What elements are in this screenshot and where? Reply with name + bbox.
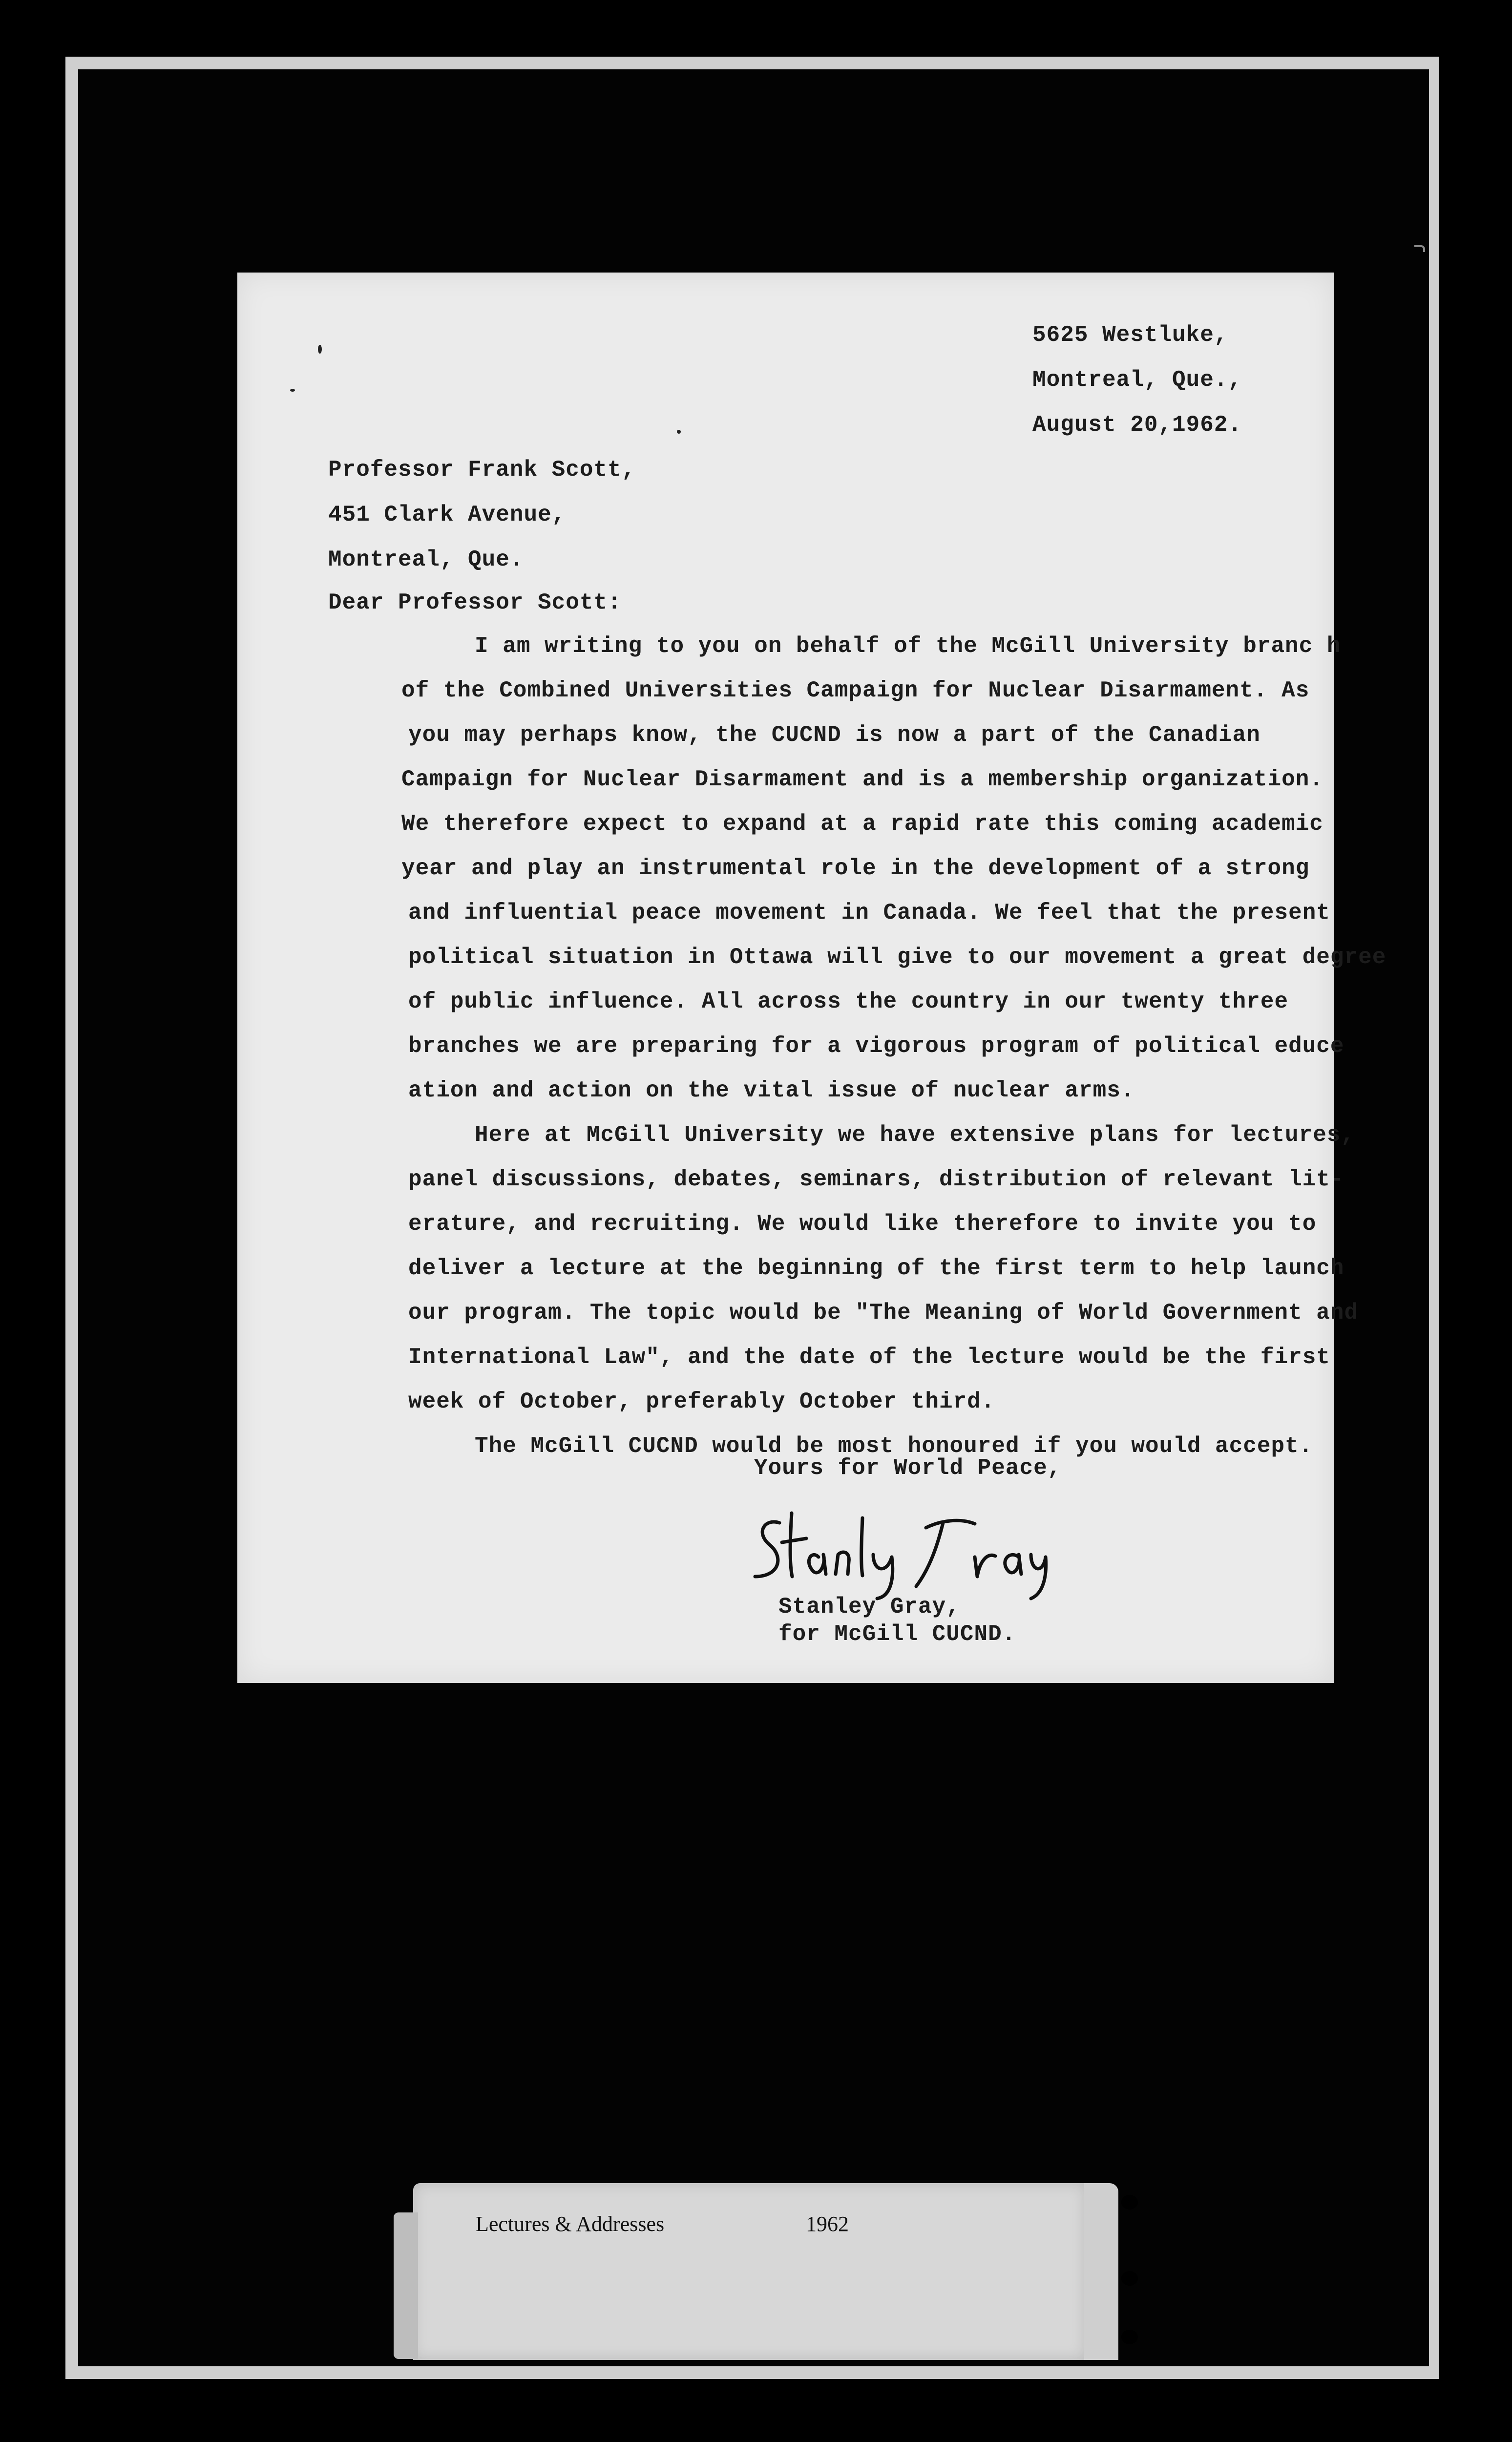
body-line: I am writing to you on behalf of the McGill University branc h — [475, 633, 1341, 659]
body-line: week of October, preferably October third. — [408, 1389, 995, 1414]
body-line: International Law", and the date of the lecture would be the first — [408, 1345, 1330, 1370]
frame-edge-mark — [1414, 245, 1425, 252]
label-punch-hole — [1121, 2330, 1138, 2344]
sender-address-line: Montreal, Que., — [1032, 367, 1242, 393]
label-punch-hole — [1121, 2195, 1138, 2210]
body-line: The McGill CUCND would be most honoured if you would accept. — [475, 1433, 1313, 1459]
sender-address — [1032, 313, 1242, 447]
label-tab — [1084, 2183, 1118, 2360]
archive-year: 1962 — [806, 2212, 849, 2236]
body-line: political situation in Ottawa will give to our movement a great degree — [408, 945, 1386, 970]
body-line: you may perhaps know, the CUCND is now a part of the Canadian — [408, 722, 1260, 748]
body-line: our program. The topic would be "The Meaning of World Government and — [408, 1300, 1359, 1326]
body-line: Campaign for Nuclear Disarmament and is a membership organization. — [401, 767, 1323, 792]
signer-name: Stanley Gray, — [778, 1594, 960, 1620]
body-paragraph — [328, 1113, 1359, 1424]
letter-body — [328, 624, 1386, 1469]
recipient-address — [328, 447, 635, 582]
body-line: ation and action on the vital issue of nuclear arms. — [408, 1078, 1135, 1103]
label-punch-hole — [1121, 2271, 1138, 2286]
body-line: Here at McGill University we have extensive plans for lectures, — [475, 1122, 1355, 1148]
signer-block — [778, 1593, 1016, 1648]
recipient-address-line: 451 Clark Avenue, — [328, 502, 566, 527]
body-line: of public influence. All across the country in our twenty three — [408, 989, 1289, 1014]
archive-category: Lectures & Addresses — [476, 2212, 665, 2236]
body-line: year and play an instrumental role in the development of a strong — [401, 856, 1310, 881]
recipient-address-line: Montreal, Que. — [328, 547, 524, 572]
sender-address-line: 5625 Westluke, — [1032, 322, 1228, 348]
body-line: deliver a lecture at the beginning of the first term to help launch — [408, 1256, 1344, 1281]
closing: Yours for World Peace, — [754, 1455, 1062, 1481]
ink-speck — [318, 345, 322, 354]
body-line: branches we are preparing for a vigorous program of political educe — [408, 1033, 1344, 1059]
body-line: of the Combined Universities Campaign for Nuclear Disarmament. As — [401, 678, 1310, 703]
ink-speck — [290, 389, 295, 392]
salutation: Dear Professor Scott: — [328, 590, 622, 615]
body-line: erature, and recruiting. We would like therefore to invite you to — [408, 1211, 1317, 1237]
body-line: We therefore expect to expand at a rapid rate this coming academic — [401, 811, 1323, 837]
archive-label — [413, 2183, 1086, 2360]
ink-speck — [677, 430, 681, 434]
handwritten-signature — [745, 1503, 1048, 1601]
body-line: panel discussions, debates, seminars, distribution of relevant lit- — [408, 1167, 1344, 1192]
body-paragraph — [328, 624, 1386, 1113]
signer-affiliation: for McGill CUCND. — [778, 1621, 1016, 1647]
body-line: and influential peace movement in Canada. We feel that the present — [408, 900, 1330, 926]
letter-date: August 20,1962. — [1032, 412, 1242, 438]
letter-page — [237, 273, 1386, 1683]
recipient-name: Professor Frank Scott, — [328, 457, 636, 483]
